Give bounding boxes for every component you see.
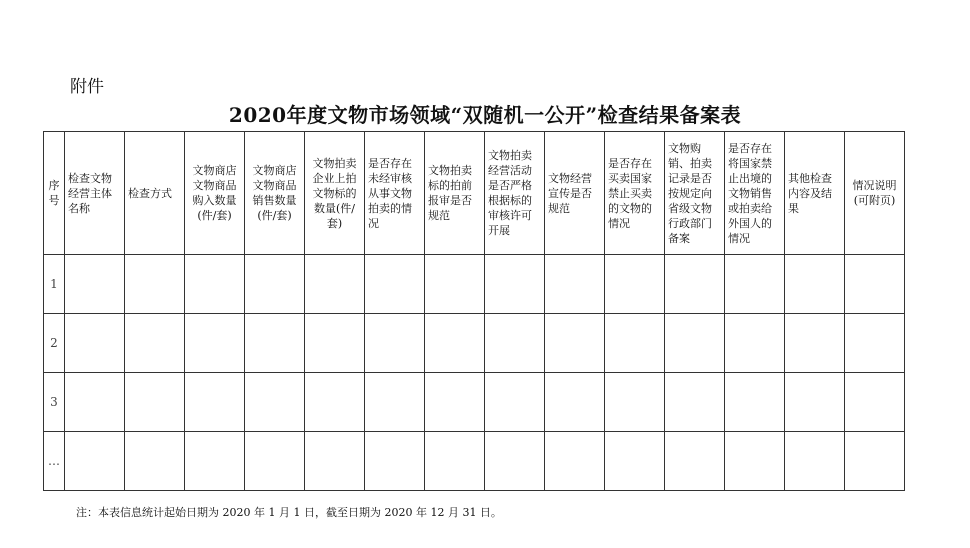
- header-shop-sales-qty: 文物商店文物商品销售数量(件/套): [245, 132, 305, 255]
- table-cell: [125, 314, 185, 373]
- table-cell: [65, 314, 125, 373]
- table-cell: [185, 432, 245, 491]
- header-prohibited-trade: 是否存在买卖国家禁止买卖的文物的情况: [605, 132, 665, 255]
- table-cell: [425, 432, 485, 491]
- table-cell: [545, 432, 605, 491]
- table-cell: [365, 373, 425, 432]
- header-export-prohibited-sale: 是否存在将国家禁止出境的文物销售或拍卖给外国人的情况: [725, 132, 785, 255]
- table-cell: [785, 373, 845, 432]
- table-cell: [485, 373, 545, 432]
- table-cell: [365, 432, 425, 491]
- table-cell: [605, 373, 665, 432]
- table-cell: [485, 314, 545, 373]
- table-cell: [305, 432, 365, 491]
- table-cell: [785, 432, 845, 491]
- table-cell: [365, 255, 425, 314]
- header-pre-auction-review: 文物拍卖标的拍前报审是否规范: [425, 132, 485, 255]
- table-cell: [245, 314, 305, 373]
- row-index: 3: [44, 373, 65, 432]
- table-cell: [845, 255, 905, 314]
- table-cell: [365, 314, 425, 373]
- table-cell: [305, 255, 365, 314]
- table-cell: [725, 255, 785, 314]
- table-cell: [545, 255, 605, 314]
- table-cell: [665, 314, 725, 373]
- table-cell: [485, 255, 545, 314]
- table-cell: [425, 255, 485, 314]
- header-auction-per-permit: 文物拍卖经营活动是否严格根据标的审核许可开展: [485, 132, 545, 255]
- header-inspection-method: 检查方式: [125, 132, 185, 255]
- header-auction-lot-qty: 文物拍卖企业上拍文物标的数量(件/套): [305, 132, 365, 255]
- table-row: [44, 255, 905, 314]
- table-cell: [725, 432, 785, 491]
- header-record-filing: 文物购销、拍卖记录是否按规定向省级文物行政部门备案: [665, 132, 725, 255]
- inspection-record-table: [43, 131, 905, 491]
- header-entity-name: 检查文物经营主体名称: [65, 132, 125, 255]
- table-cell: [305, 373, 365, 432]
- header-remarks: 情况说明(可附页): [845, 132, 905, 255]
- table-cell: [845, 432, 905, 491]
- table-cell: [425, 373, 485, 432]
- header-index: 序号: [44, 132, 65, 255]
- table-cell: [245, 373, 305, 432]
- table-cell: [125, 432, 185, 491]
- row-index: 2: [44, 314, 65, 373]
- header-advertising-compliance: 文物经营宣传是否规范: [545, 132, 605, 255]
- table-cell: [485, 432, 545, 491]
- table-cell: [185, 314, 245, 373]
- table-cell: [545, 314, 605, 373]
- table-cell: [605, 314, 665, 373]
- table-cell: [125, 255, 185, 314]
- table-cell: [245, 432, 305, 491]
- table-header-row: [44, 132, 905, 255]
- table-cell: [665, 255, 725, 314]
- table-cell: [725, 373, 785, 432]
- table-cell: [65, 432, 125, 491]
- table-cell: [605, 432, 665, 491]
- table-cell: [845, 373, 905, 432]
- table-cell: [605, 255, 665, 314]
- table-cell: [425, 314, 485, 373]
- table-cell: [65, 373, 125, 432]
- table-cell: [545, 373, 605, 432]
- table-row: [44, 432, 905, 491]
- table-cell: [305, 314, 365, 373]
- row-index: 1: [44, 255, 65, 314]
- header-other-results: 其他检查内容及结果: [785, 132, 845, 255]
- table-cell: [785, 255, 845, 314]
- table-row: [44, 373, 905, 432]
- table-cell: [665, 373, 725, 432]
- table-cell: [185, 373, 245, 432]
- row-index: …: [44, 432, 65, 491]
- header-unapproved-auction: 是否存在未经审核从事文物拍卖的情况: [365, 132, 425, 255]
- page-title: 2020年度文物市场领域“双随机一公开”检查结果备案表: [228, 103, 742, 127]
- table-cell: [665, 432, 725, 491]
- table-cell: [845, 314, 905, 373]
- table-cell: [65, 255, 125, 314]
- table-cell: [185, 255, 245, 314]
- table-cell: [125, 373, 185, 432]
- footnote: 注：本表信息统计起始日期为 2020 年 1 月 1 日，截至日期为 2020 年 12 月 31 日。: [76, 506, 502, 519]
- table-row: [44, 314, 905, 373]
- attachment-label: 附件: [70, 77, 104, 97]
- table-cell: [245, 255, 305, 314]
- table-cell: [785, 314, 845, 373]
- table-cell: [725, 314, 785, 373]
- header-shop-purchase-qty: 文物商店文物商品购入数量(件/套): [185, 132, 245, 255]
